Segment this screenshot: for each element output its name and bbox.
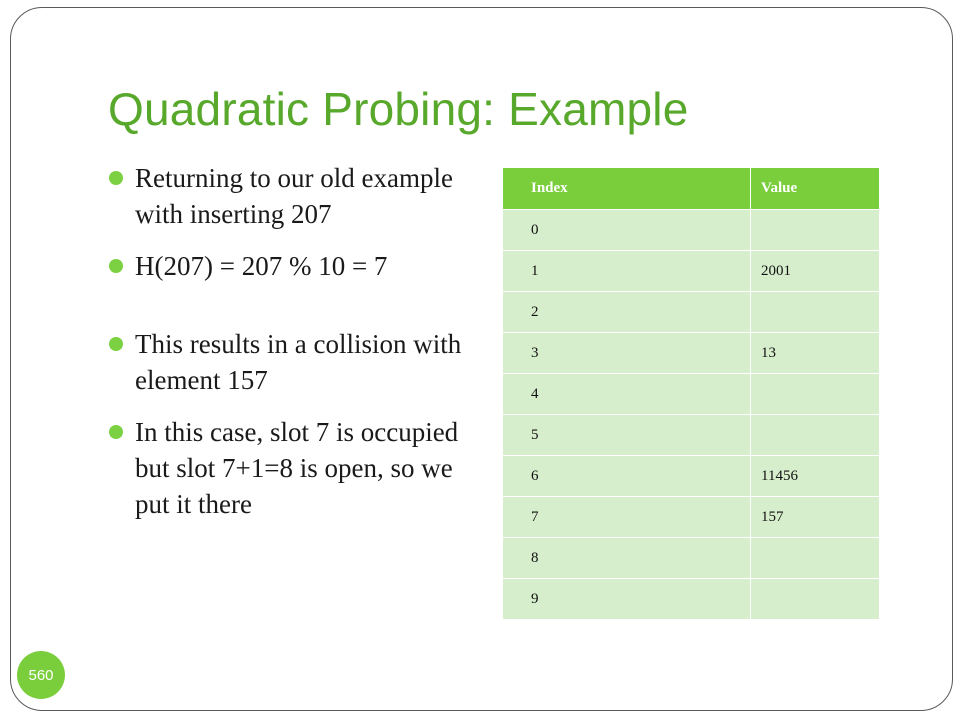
page-number-badge: 560 <box>17 651 65 699</box>
bullet-text: H(207) = 207 % 10 = 7 <box>135 251 388 281</box>
bullet-item <box>108 414 493 522</box>
cell-index: 0 <box>503 210 751 251</box>
header-index: Index <box>503 168 751 210</box>
cell-value <box>751 292 880 333</box>
cell-index: 4 <box>503 374 751 415</box>
cell-value: 157 <box>751 497 880 538</box>
table-row <box>503 292 880 333</box>
cell-index: 2 <box>503 292 751 333</box>
bullet-dot-icon <box>109 337 123 351</box>
cell-value <box>751 210 880 251</box>
table-row <box>503 538 880 579</box>
hash-table <box>502 167 880 620</box>
table-row <box>503 456 880 497</box>
cell-index: 7 <box>503 497 751 538</box>
bullet-text: Returning to our old example with inserting 207 <box>135 163 453 229</box>
bullet-dot-icon <box>109 171 123 185</box>
cell-value <box>751 374 880 415</box>
cell-index: 3 <box>503 333 751 374</box>
cell-value <box>751 538 880 579</box>
table-row <box>503 210 880 251</box>
slide-title: Quadratic Probing: Example <box>108 83 689 135</box>
cell-index: 8 <box>503 538 751 579</box>
bullet-dot-icon <box>109 425 123 439</box>
cell-value: 11456 <box>751 456 880 497</box>
cell-index: 1 <box>503 251 751 292</box>
cell-index: 6 <box>503 456 751 497</box>
bullet-item <box>108 326 493 398</box>
cell-value <box>751 415 880 456</box>
table-row <box>503 415 880 456</box>
table-row <box>503 374 880 415</box>
bullet-item <box>108 248 493 284</box>
cell-value <box>751 579 880 620</box>
bullet-list <box>108 160 493 538</box>
table-header-row <box>503 168 880 210</box>
cell-value: 13 <box>751 333 880 374</box>
table-row <box>503 497 880 538</box>
bullet-text: In this case, slot 7 is occupied but slot 7+1=8 is open, so we put it there <box>135 417 459 519</box>
bullet-item <box>108 160 493 232</box>
table-row <box>503 333 880 374</box>
bullet-text: This results in a collision with element 157 <box>135 329 462 395</box>
bullet-dot-icon <box>109 259 123 273</box>
cell-value: 2001 <box>751 251 880 292</box>
table-row <box>503 579 880 620</box>
table-row <box>503 251 880 292</box>
cell-index: 5 <box>503 415 751 456</box>
header-value: Value <box>751 168 880 210</box>
cell-index: 9 <box>503 579 751 620</box>
